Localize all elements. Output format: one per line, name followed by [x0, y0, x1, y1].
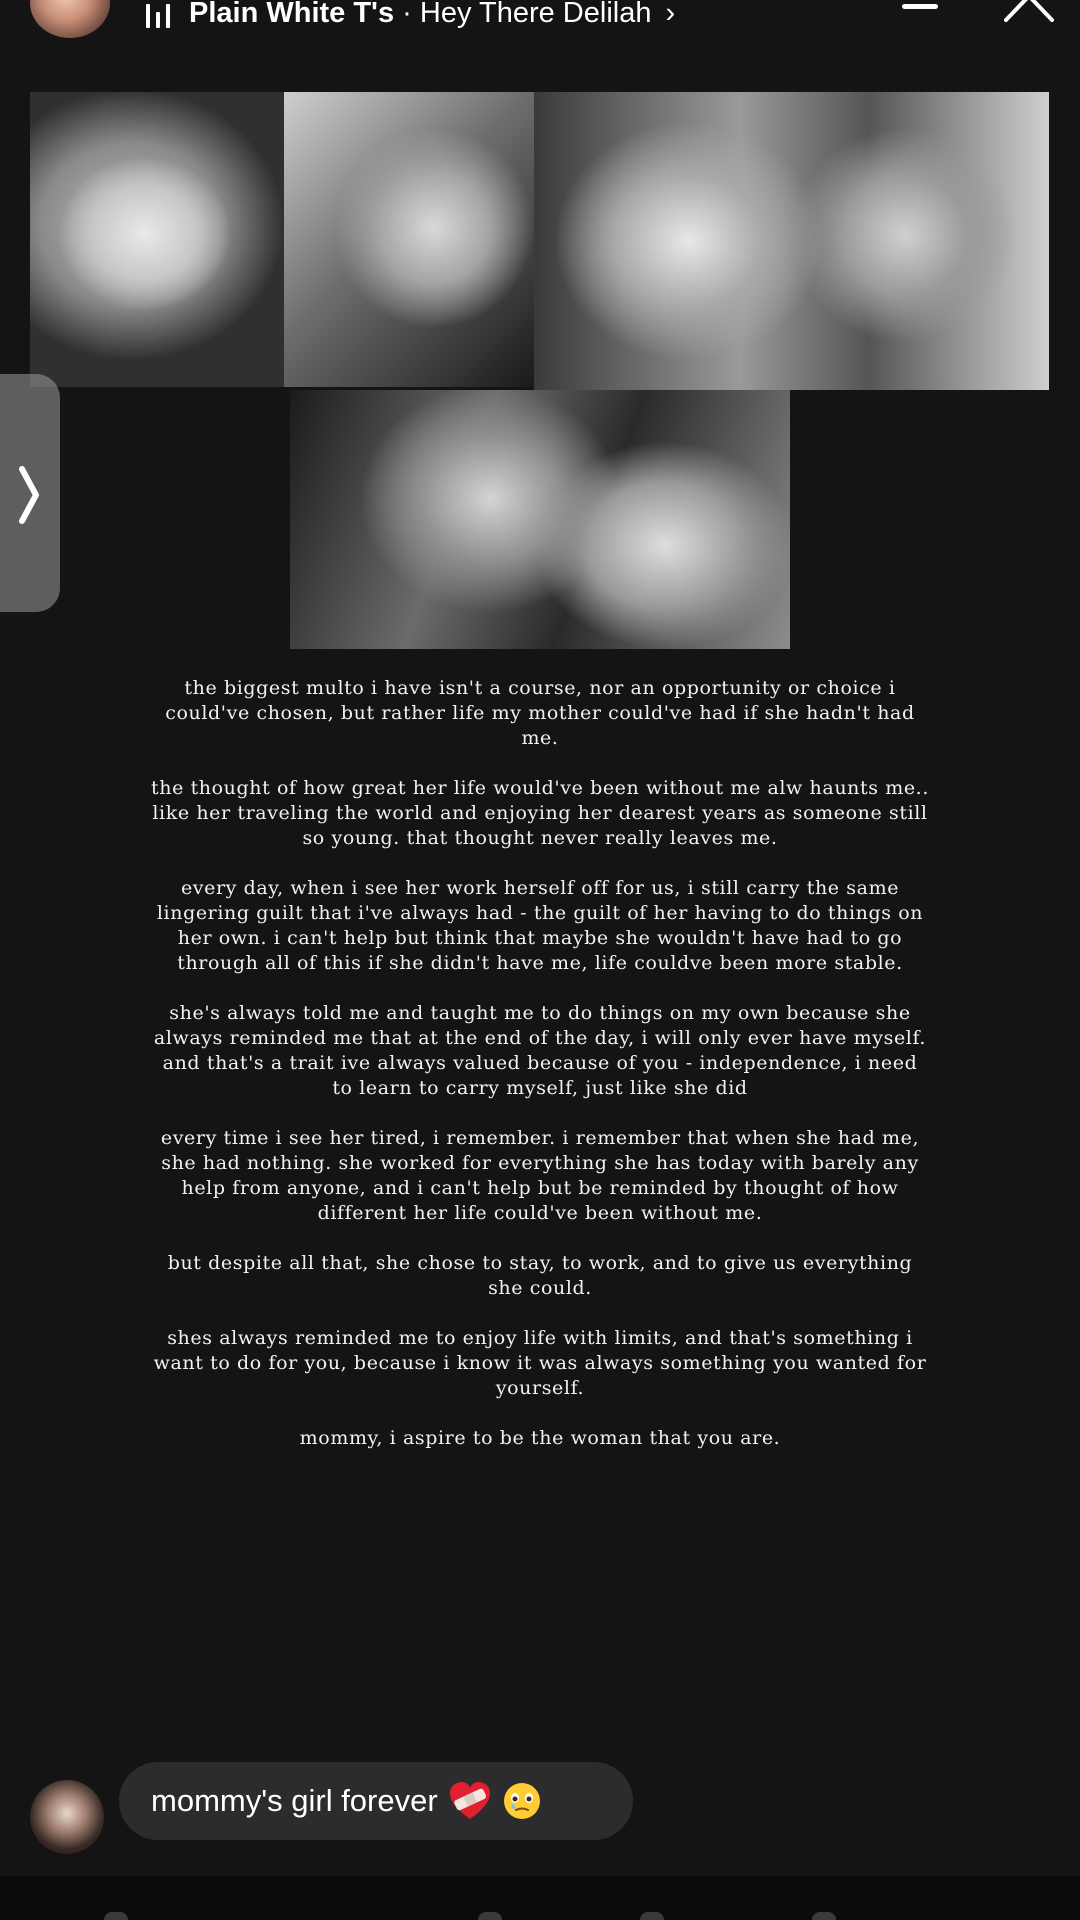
story-paragraph: the biggest multo i have isn't a course, nor an opportunity or choice i could've chosen, but rather life my mother could've had if she hadn't had me. [165, 677, 915, 749]
bottom-icon-4[interactable] [812, 1912, 836, 1920]
story-paragraph: every time i see her tired, i remember. i remember that when she had me, she had nothing. she worked for everything she has today with barely any help from anyone, and i can't help but be reminded by thought of how different her life could've been without me. [160, 1127, 920, 1224]
minimize-icon[interactable] [902, 4, 938, 9]
reply-bubble[interactable] [119, 1762, 633, 1840]
bottom-icon-3[interactable] [640, 1912, 664, 1920]
music-artist: Plain White T's [189, 0, 395, 29]
bottom-bar [0, 1876, 1080, 1920]
music-separator: · [402, 0, 412, 29]
music-bars-icon [146, 4, 170, 28]
bottom-icon-2[interactable] [478, 1912, 502, 1920]
story-paragraph: but despite all that, she chose to stay, to work, and to give us everything she could. [167, 1252, 913, 1299]
poster-avatar[interactable] [30, 0, 110, 38]
reply-text: mommy's girl forever [151, 1783, 438, 1818]
music-song: Hey There Delilah [419, 0, 652, 29]
face-holding-back-tears-emoji [502, 1781, 542, 1821]
photo-baby-closeup [30, 92, 284, 387]
story-paragraph: every day, when i see her work herself off for us, i still carry the same lingering guilt that i've always had - the guilt of her having to do things on her own. i can't help but think that maybe she wouldn't have had to go through all of this if she didn't have me, life couldve been more stable. [156, 877, 924, 974]
story-paragraph: the thought of how great her life would've been without me alw haunts me.. like her traveling the world and enjoying her dearest years as someone still so young. that thought never really leaves me. [151, 777, 929, 849]
music-chevron-icon: › [665, 0, 676, 29]
close-icon[interactable] [1002, 0, 1056, 22]
reply-avatar[interactable] [30, 1780, 104, 1854]
photo-mother-and-baby-selfie [290, 390, 790, 649]
story-text [150, 676, 930, 1476]
music-sticker[interactable] [189, 0, 675, 30]
bottom-icon-1[interactable] [104, 1912, 128, 1920]
photo-mother-with-child [534, 92, 1049, 390]
story-paragraph: shes always reminded me to enjoy life with limits, and that's something i want to do for you, because i know it was always something you wanted for yourself. [153, 1327, 927, 1399]
photo-mother-smiling [284, 92, 534, 387]
story-paragraph: mommy, i aspire to be the woman that you are. [299, 1427, 781, 1449]
chevron-right-icon[interactable] [16, 465, 42, 525]
heart-with-bandage-emoji [448, 1781, 492, 1821]
story-header [0, 0, 1080, 60]
story-paragraph: she's always told me and taught me to do things on my own because she always reminded me that at the end of the day, i will only ever have myself. and that's a trait ive always valued because of you - independence, i need to learn to carry myself, just like she did [153, 1002, 927, 1099]
